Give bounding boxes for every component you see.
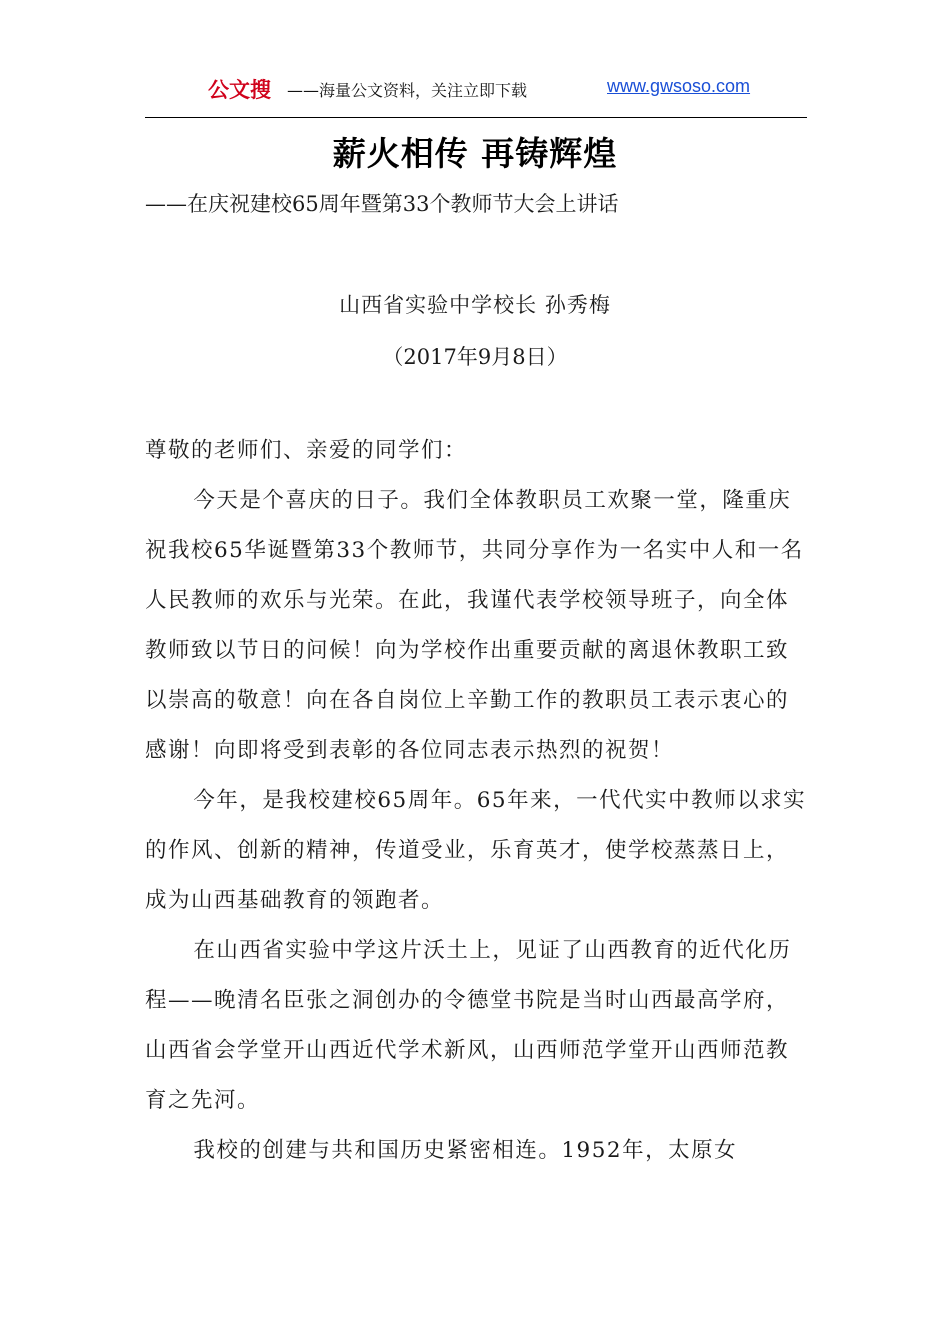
salutation: 尊敬的老师们、亲爱的同学们： (145, 438, 468, 463)
speech-date: （2017年9月8日） (382, 345, 568, 369)
site-url-link[interactable]: www.gwsoso.com (607, 76, 751, 96)
document-title: 薪火相传 再铸辉煌 (332, 134, 618, 173)
body-paragraph: 今天是个喜庆的日子。我们全体教职员工欢聚一堂，隆重庆祝我校65华诞暨第33个教师节，共同分享作为一名实中人和一名人民教师的欢乐与光荣。在此，我谨代表学校领导班子，向全体教师致以节日的问候！向为学校作出重要贡献的离退休教职工致以崇高的敬意！向在各自岗位上辛勤工作的教职员工表示衷心的感谢！向即将受到表彰的各位同志表示热烈的祝贺！ (145, 488, 804, 763)
brand-logo-text: 公文搜 (208, 78, 271, 102)
author-line: 山西省实验中学校长 孙秀梅 (339, 293, 611, 317)
speech-body (145, 426, 810, 1176)
document-subtitle: ——在庆祝建校65周年暨第33个教师节大会上讲话 (145, 192, 619, 216)
site-header (145, 70, 807, 104)
body-paragraph: 今年，是我校建校65周年。65年来，一代代实中教师以求实的作风、创新的精神，传道受业，乐育英才，使学校蒸蒸日上，成为山西基础教育的领跑者。 (145, 788, 807, 913)
body-paragraph: 在山西省实验中学这片沃土上，见证了山西教育的近代化历程——晚清名臣张之洞创办的令德堂书院是当时山西最高学府，山西省会学堂开山西近代学术新风，山西师范学堂开山西师范教育之先河。 (145, 938, 792, 1113)
body-paragraph: 我校的创建与共和国历史紧密相连。1952年，太原女 (193, 1138, 738, 1163)
header-divider (145, 117, 807, 118)
header-tagline: ——海量公文资料，关注立即下载 (287, 81, 528, 100)
